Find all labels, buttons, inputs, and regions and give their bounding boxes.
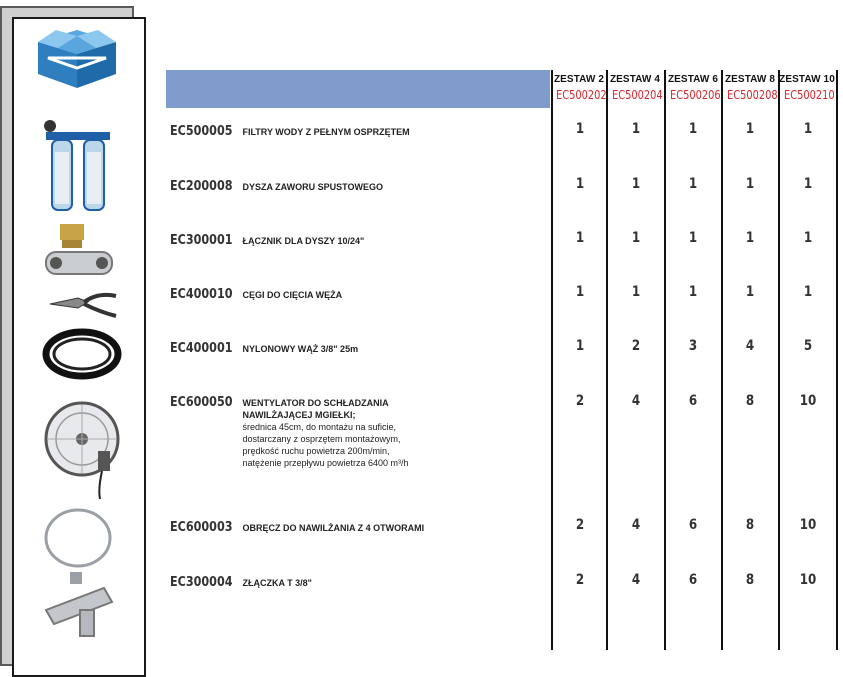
table-row (170, 179, 383, 197)
product-description: DYSZA ZAWORU SPUSTOWEGO (242, 182, 383, 192)
column-divider (721, 70, 723, 650)
product-description: WENTYLATOR DO SCHŁADZANIA NAWILŻAJĄCEJ MGIEŁKI; (242, 398, 389, 420)
product-code: EC200008 (170, 179, 233, 194)
tee-connector-icon (40, 570, 120, 640)
quantity-cell: 1 (803, 176, 813, 192)
quantity-cell: 1 (745, 230, 755, 246)
column-code: EC500202 (556, 88, 607, 102)
quantity-cell: 1 (631, 176, 641, 192)
quantity-cell: 1 (631, 230, 641, 246)
fan-icon (42, 395, 126, 503)
column-header (665, 74, 721, 102)
quantity-cell: 3 (688, 338, 698, 354)
product-detail: prędkość ruchu powietrza 200m/min, (242, 446, 390, 456)
nylon-hose-icon (42, 328, 122, 380)
product-description: ŁĄCZNIK DLA DYSZY 10/24" (242, 236, 365, 246)
quantity-cell: 1 (631, 284, 641, 300)
quantity-cell: 4 (631, 393, 641, 409)
quantity-cell: 1 (745, 176, 755, 192)
column-divider (664, 70, 666, 650)
column-header (551, 74, 607, 102)
column-name: ZESTAW 4 (609, 74, 661, 85)
quantity-cell: 10 (799, 393, 817, 409)
quantity-cell: 1 (803, 284, 813, 300)
quantity-cell: 8 (745, 572, 755, 588)
table-row (170, 287, 342, 305)
drain-valve-nozzle-icon (40, 222, 120, 278)
quantity-cell: 1 (688, 176, 698, 192)
product-description: FILTRY WODY Z PEŁNYM OSPRZĘTEM (242, 127, 410, 137)
product-description-block (242, 397, 452, 469)
quantity-cell: 6 (688, 393, 698, 409)
product-description: ZŁĄCZKA T 3/8" (242, 578, 312, 588)
table-header-band (166, 70, 550, 108)
column-code: EC500204 (612, 88, 663, 102)
column-name: ZESTAW 8 (724, 74, 776, 85)
column-header (779, 74, 835, 102)
column-divider (551, 70, 553, 650)
product-description: CĘGI DO CIĘCIA WĘŻA (242, 290, 343, 300)
quantity-cell: 1 (803, 121, 813, 137)
column-header (607, 74, 663, 102)
column-code: EC500208 (727, 88, 778, 102)
quantity-cell: 1 (575, 230, 585, 246)
product-detail: dostarczany z osprzętem montażowym, (242, 434, 401, 444)
product-description: NYLONOWY WĄŻ 3/8" 25m (242, 344, 359, 354)
product-code: EC300001 (170, 233, 233, 248)
quantity-cell: 1 (575, 338, 585, 354)
hose-cutter-icon (48, 288, 118, 320)
quantity-cell: 8 (745, 393, 755, 409)
product-detail: średnica 45cm, do montażu na suficie, (242, 422, 397, 432)
quantity-cell: 4 (631, 517, 641, 533)
column-divider (778, 70, 780, 650)
quantity-cell: 5 (803, 338, 813, 354)
quantity-cell: 1 (631, 121, 641, 137)
quantity-cell: 6 (688, 572, 698, 588)
quantity-cell: 10 (799, 517, 817, 533)
quantity-cell: 1 (688, 284, 698, 300)
misting-ring-icon (40, 506, 116, 570)
quantity-cell: 4 (631, 572, 641, 588)
column-divider (606, 70, 608, 650)
quantity-cell: 1 (688, 230, 698, 246)
quantity-cell: 1 (575, 284, 585, 300)
table-row (170, 233, 364, 251)
quantity-cell: 1 (688, 121, 698, 137)
water-filter-icon (38, 118, 118, 214)
quantity-cell: 2 (575, 393, 585, 409)
table-row (170, 395, 452, 469)
column-header (722, 74, 778, 102)
product-code: EC300004 (170, 575, 233, 590)
column-code: EC500206 (670, 88, 721, 102)
box-logo-icon (36, 28, 118, 90)
quantity-cell: 10 (799, 572, 817, 588)
table-row (170, 341, 358, 359)
product-description: OBRĘCZ DO NAWILŻANIA Z 4 OTWORAMI (242, 523, 425, 533)
quantity-cell: 1 (803, 230, 813, 246)
quantity-cell: 1 (745, 121, 755, 137)
column-name: ZESTAW 2 (553, 74, 605, 85)
product-code: EC400001 (170, 341, 233, 356)
table-row (170, 520, 424, 538)
product-code: EC600050 (170, 395, 233, 410)
column-name: ZESTAW 10 (779, 74, 835, 85)
quantity-cell: 1 (745, 284, 755, 300)
table-row (170, 124, 410, 142)
quantity-cell: 4 (745, 338, 755, 354)
product-code: EC500005 (170, 124, 233, 139)
product-code: EC400010 (170, 287, 233, 302)
column-code: EC500210 (784, 88, 835, 102)
quantity-cell: 8 (745, 517, 755, 533)
product-detail: natężenie przepływu powietrza 6400 m³/h (242, 458, 409, 468)
quantity-cell: 2 (575, 572, 585, 588)
table-row (170, 575, 312, 593)
column-divider (836, 70, 838, 650)
quantity-cell: 1 (575, 176, 585, 192)
quantity-cell: 1 (575, 121, 585, 137)
quantity-cell: 6 (688, 517, 698, 533)
column-name: ZESTAW 6 (667, 74, 719, 85)
quantity-cell: 2 (575, 517, 585, 533)
product-code: EC600003 (170, 520, 233, 535)
quantity-cell: 2 (631, 338, 641, 354)
